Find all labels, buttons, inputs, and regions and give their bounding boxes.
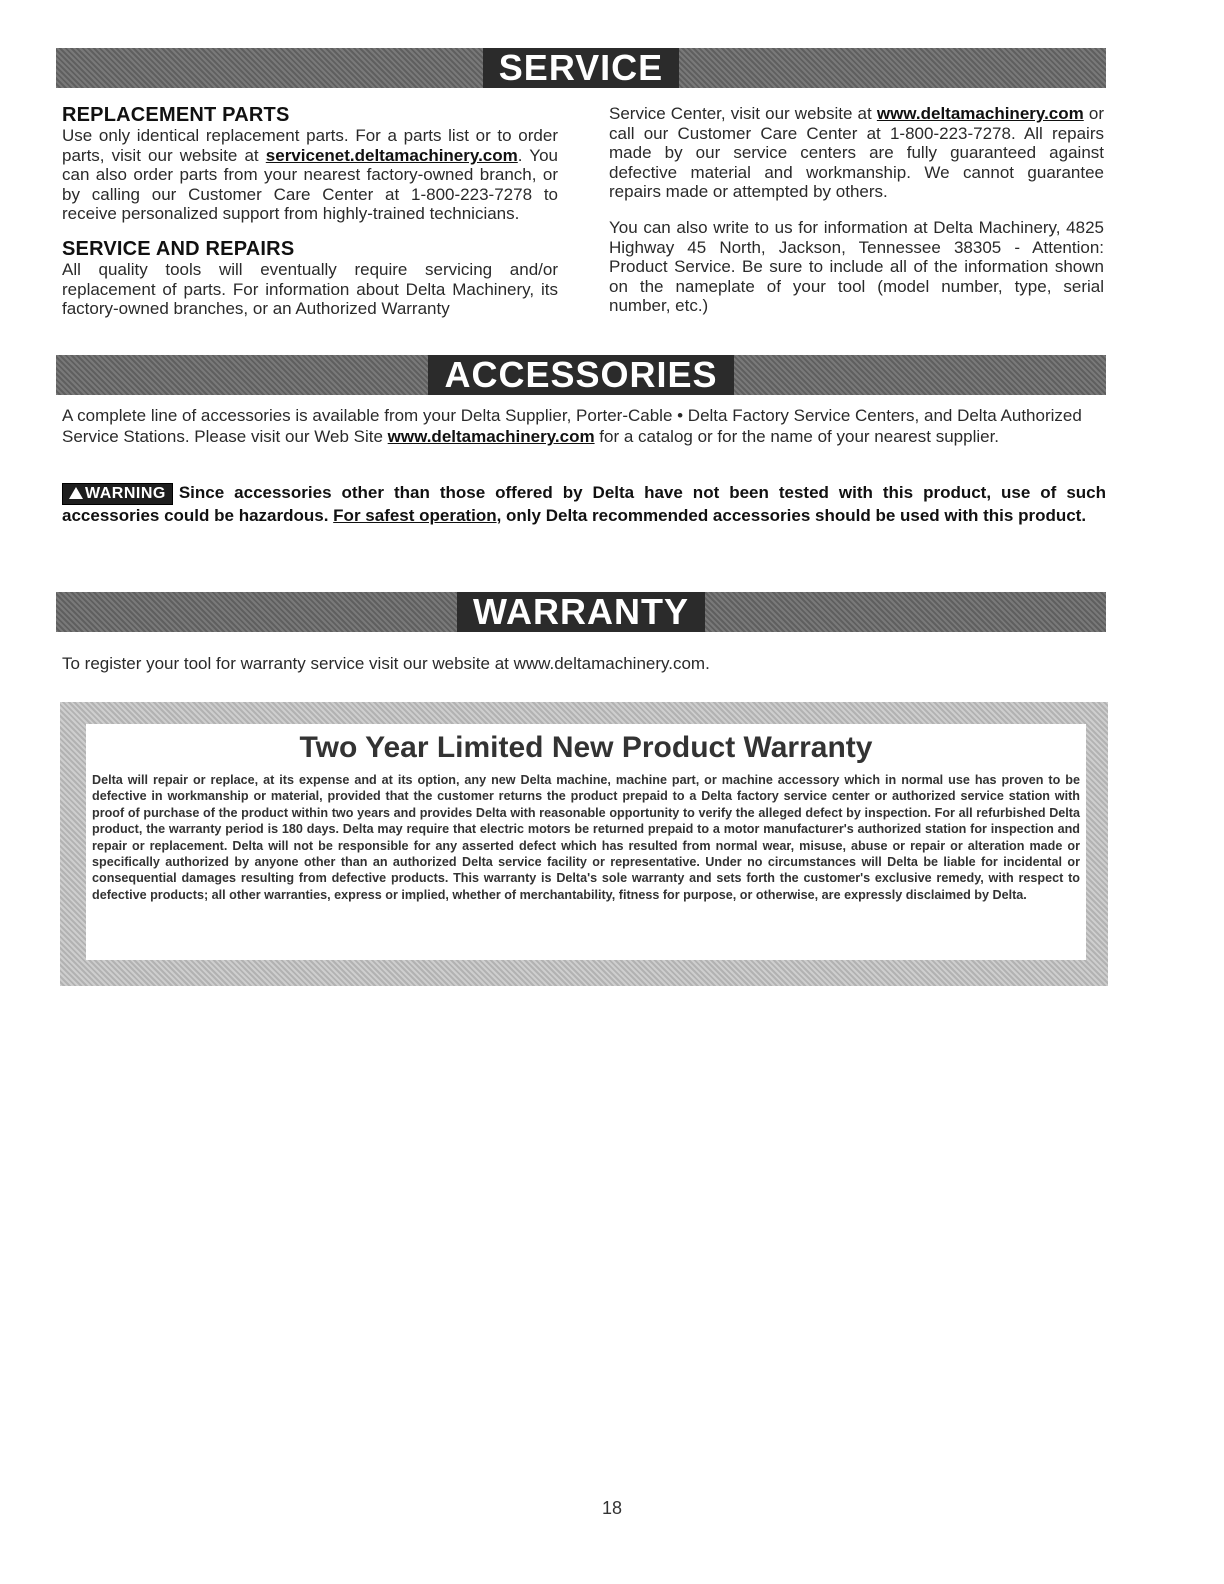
deltamachinery-link[interactable]: www.deltamachinery.com: [876, 104, 1084, 123]
warranty-box-inner: [86, 724, 1086, 960]
service-banner: [56, 48, 1106, 88]
warranty-banner-title: WARRANTY: [457, 592, 705, 632]
replacement-parts-text: Use only identical replacement parts. For a parts list or to order parts, visit our website at servicenet.deltamachinery.com. You can also order parts from your nearest factory-owned branch, or by calling our Customer Care Center at 1-800-223-7278 to receive personalized support from highly-trained technicians.: [62, 126, 558, 224]
page-number: 18: [601, 1498, 623, 1518]
replacement-parts-heading: REPLACEMENT PARTS: [62, 104, 290, 126]
service-left-column: [62, 104, 558, 319]
accessories-website-link[interactable]: www.deltamachinery.com: [387, 427, 595, 446]
service-right-column: [609, 104, 1104, 316]
warranty-box-text: Delta will repair or replace, at its expense and at its option, any new Delta machine, machine part, or machine accessory which in normal use has proven to be defective in workmanship or material, provided that the customer returns the product prepaid to a Delta factory service center or authorized service station with proof of purchase of the product within two years and provides Delta with reasonable opportunity to verify the alleged defect by inspection. For all refurbished Delta product, the warranty period is 180 days. Delta may require that electric motors be returned prepaid to a motor manufacturer's authorized station for inspection and repair or replacement. Delta will not be responsible for any asserted defect which has resulted from normal wear, misuse, abuse or repair or alteration made or specifically authorized by anyone other than an authorized Delta service facility or representative. Under no circumstances will Delta be liable for incidental or consequential damages resulting from defective products. This warranty is Delta's sole warranty and sets forth the customer's exclusive remedy, with respect to defective products; all other warranties, express or implied, whether of merchantability, fitness for purpose, or otherwise, are expressly disclaimed by Delta.: [92, 773, 1080, 902]
warranty-register-text: To register your tool for warranty service visit our website at www.deltamachinery.com.: [62, 654, 710, 673]
warranty-box: [60, 702, 1108, 986]
service-repairs-text: All quality tools will eventually require servicing and/or replacement of parts. For information about Delta Machinery, its factory-owned branches, or an Authorized Warranty: [62, 259, 558, 319]
service-repairs-heading: SERVICE AND REPAIRS: [62, 237, 295, 260]
service-center-text: Service Center, visit our website at www.deltamachinery.com or call our Customer Care Center at 1-800-223-7278. All repairs made by our service centers are fully guaranteed against defective material and workmanship. We cannot guarantee repairs made or attempted by others.: [609, 104, 1104, 202]
accessories-banner-title: ACCESSORIES: [428, 355, 733, 395]
safest-operation-text: For safest operation: [333, 506, 497, 525]
warning-badge: WARNING: [62, 483, 173, 505]
write-to-us-text: You can also write to us for information at Delta Machinery, 4825 Highway 45 North, Jackson, Tennessee 38305 - Attention: Product Service. Be sure to include all of the information shown on the nameplate of your tool (model number, type, serial number, etc.): [609, 217, 1104, 316]
warranty-box-title: Two Year Limited New Product Warranty: [299, 731, 873, 764]
warning-triangle-icon: [69, 487, 83, 499]
warranty-banner: [56, 592, 1106, 632]
accessories-banner: [56, 355, 1106, 395]
accessories-paragraph: A complete line of accessories is available from your Delta Supplier, Porter-Cable • Delta Factory Service Centers, and Delta Authorized Service Stations. Please visit our Web Site www.deltamachinery.com for a catalog or for the name of your nearest supplier.: [62, 406, 1082, 446]
service-banner-title: SERVICE: [483, 48, 679, 88]
accessories-warning: WARNING Since accessories other than those offered by Delta have not been tested with this product, use of such accessories could be hazardous. For safest operation, only Delta recommended accessories should be used with this product.: [62, 483, 1106, 525]
servicenet-link[interactable]: servicenet.deltamachinery.com: [265, 145, 518, 165]
